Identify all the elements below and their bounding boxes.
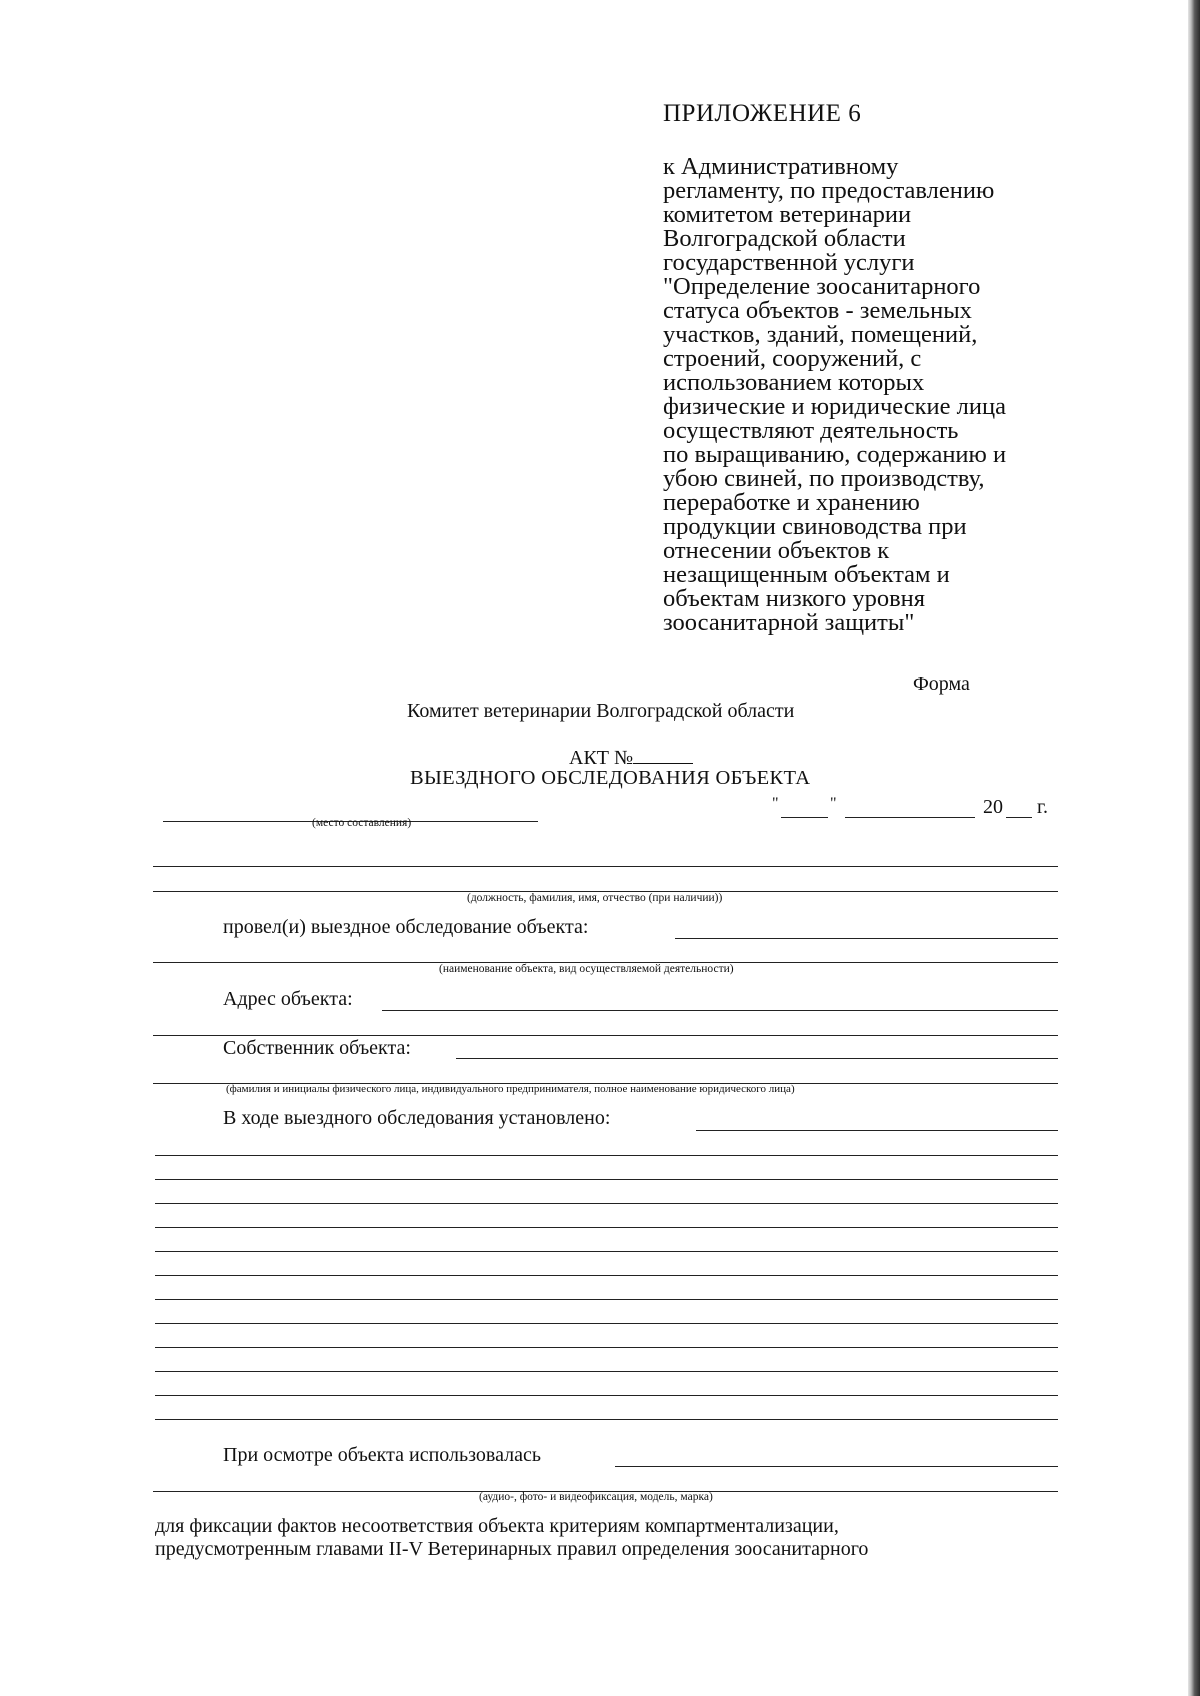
appendix-line: к Административному bbox=[663, 153, 899, 180]
appendix-line: Волгоградской области bbox=[663, 225, 906, 252]
findings-line[interactable] bbox=[155, 1275, 1058, 1276]
appendix-line: осуществляют деятельность bbox=[663, 417, 959, 444]
address-blank-line[interactable] bbox=[382, 1010, 1058, 1011]
findings-line[interactable] bbox=[155, 1179, 1058, 1180]
findings-line[interactable] bbox=[155, 1299, 1058, 1300]
findings-line[interactable] bbox=[155, 1395, 1058, 1396]
findings-line[interactable] bbox=[155, 1419, 1058, 1420]
object-caption: (наименование объекта, вид осуществляемой деятельности) bbox=[439, 963, 734, 975]
owner-caption: (фамилия и инициалы физического лица, индивидуального предпринимателя, полное наименование юридического лица) bbox=[226, 1083, 795, 1095]
appendix-line: по выращиванию, содержанию и bbox=[663, 441, 1007, 468]
appendix-line: продукции свиноводства при bbox=[663, 513, 967, 540]
place-caption: (место составления) bbox=[312, 817, 412, 829]
appendix-body bbox=[663, 155, 1093, 635]
appendix-line: строений, сооружений, с bbox=[663, 345, 922, 372]
findings-line[interactable] bbox=[155, 1323, 1058, 1324]
conducted-label: провел(и) выездное обследование объекта: bbox=[223, 916, 589, 938]
findings-line[interactable] bbox=[155, 1227, 1058, 1228]
appendix-line: зоосанитарной защиты" bbox=[663, 609, 915, 636]
date-quote-open: " bbox=[772, 795, 779, 812]
established-label: В ходе выездного обследования установлено: bbox=[223, 1107, 611, 1129]
used-blank-line[interactable] bbox=[615, 1466, 1058, 1467]
findings-line[interactable] bbox=[155, 1347, 1058, 1348]
position-line-1[interactable] bbox=[153, 866, 1058, 867]
appendix-title: ПРИЛОЖЕНИЕ 6 bbox=[663, 100, 862, 127]
appendix-line: статуса объектов - земельных bbox=[663, 297, 972, 324]
owner-blank-line[interactable] bbox=[456, 1058, 1058, 1059]
act-number-blank[interactable] bbox=[633, 745, 693, 764]
appendix-line: использованием которых bbox=[663, 369, 925, 396]
appendix-line: незащищенным объектам и bbox=[663, 561, 950, 588]
final-paragraph-line: для фиксации фактов несоответствия объекта критериям компартментализации, bbox=[155, 1515, 839, 1537]
month-blank-line[interactable] bbox=[845, 817, 975, 818]
position-caption: (должность, фамилия, имя, отчество (при наличии)) bbox=[467, 892, 723, 904]
address-label: Адрес объекта: bbox=[223, 988, 353, 1010]
date-quote-close: " bbox=[830, 795, 837, 812]
findings-line[interactable] bbox=[155, 1155, 1058, 1156]
appendix-line: объектам низкого уровня bbox=[663, 585, 926, 612]
owner-label: Собственник объекта: bbox=[223, 1037, 411, 1059]
year-suffix: г. bbox=[1037, 796, 1048, 818]
findings-line[interactable] bbox=[155, 1251, 1058, 1252]
conducted-blank-line[interactable] bbox=[675, 938, 1058, 939]
appendix-line: регламенту, по предоставлению bbox=[663, 177, 995, 204]
organization-name: Комитет ветеринарии Волгоградской области bbox=[407, 700, 795, 722]
year-prefix: 20 bbox=[983, 796, 1003, 818]
act-number-label: АКТ № bbox=[569, 747, 634, 769]
scan-edge bbox=[1188, 0, 1200, 1696]
appendix-line: участков, зданий, помещений, bbox=[663, 321, 978, 348]
final-paragraph bbox=[155, 1515, 1060, 1561]
year-blank-line[interactable] bbox=[1006, 817, 1032, 818]
final-paragraph-line: предусмотренным главами II-V Ветеринарных правил определения зоосанитарного bbox=[155, 1538, 869, 1560]
act-title: ВЫЕЗДНОГО ОБСЛЕДОВАНИЯ ОБЪЕКТА bbox=[410, 767, 811, 789]
findings-line[interactable] bbox=[155, 1203, 1058, 1204]
appendix-line: отнесении объектов к bbox=[663, 537, 890, 564]
findings-line[interactable] bbox=[155, 1371, 1058, 1372]
appendix-line: государственной услуги bbox=[663, 249, 915, 276]
form-label: Форма bbox=[913, 673, 970, 695]
appendix-line: "Определение зоосанитарного bbox=[663, 273, 981, 300]
appendix-line: убою свиней, по производству, bbox=[663, 465, 985, 492]
recording-caption: (аудио-, фото- и видеофиксация, модель, марка) bbox=[479, 1491, 713, 1503]
established-blank-line[interactable] bbox=[696, 1130, 1058, 1131]
appendix-line: комитетом ветеринарии bbox=[663, 201, 912, 228]
used-label: При осмотре объекта использовалась bbox=[223, 1444, 541, 1466]
appendix-line: переработке и хранению bbox=[663, 489, 920, 516]
address-line-2[interactable] bbox=[153, 1035, 1058, 1036]
appendix-line: физические и юридические лица bbox=[663, 393, 1006, 420]
day-blank-line[interactable] bbox=[781, 817, 828, 818]
